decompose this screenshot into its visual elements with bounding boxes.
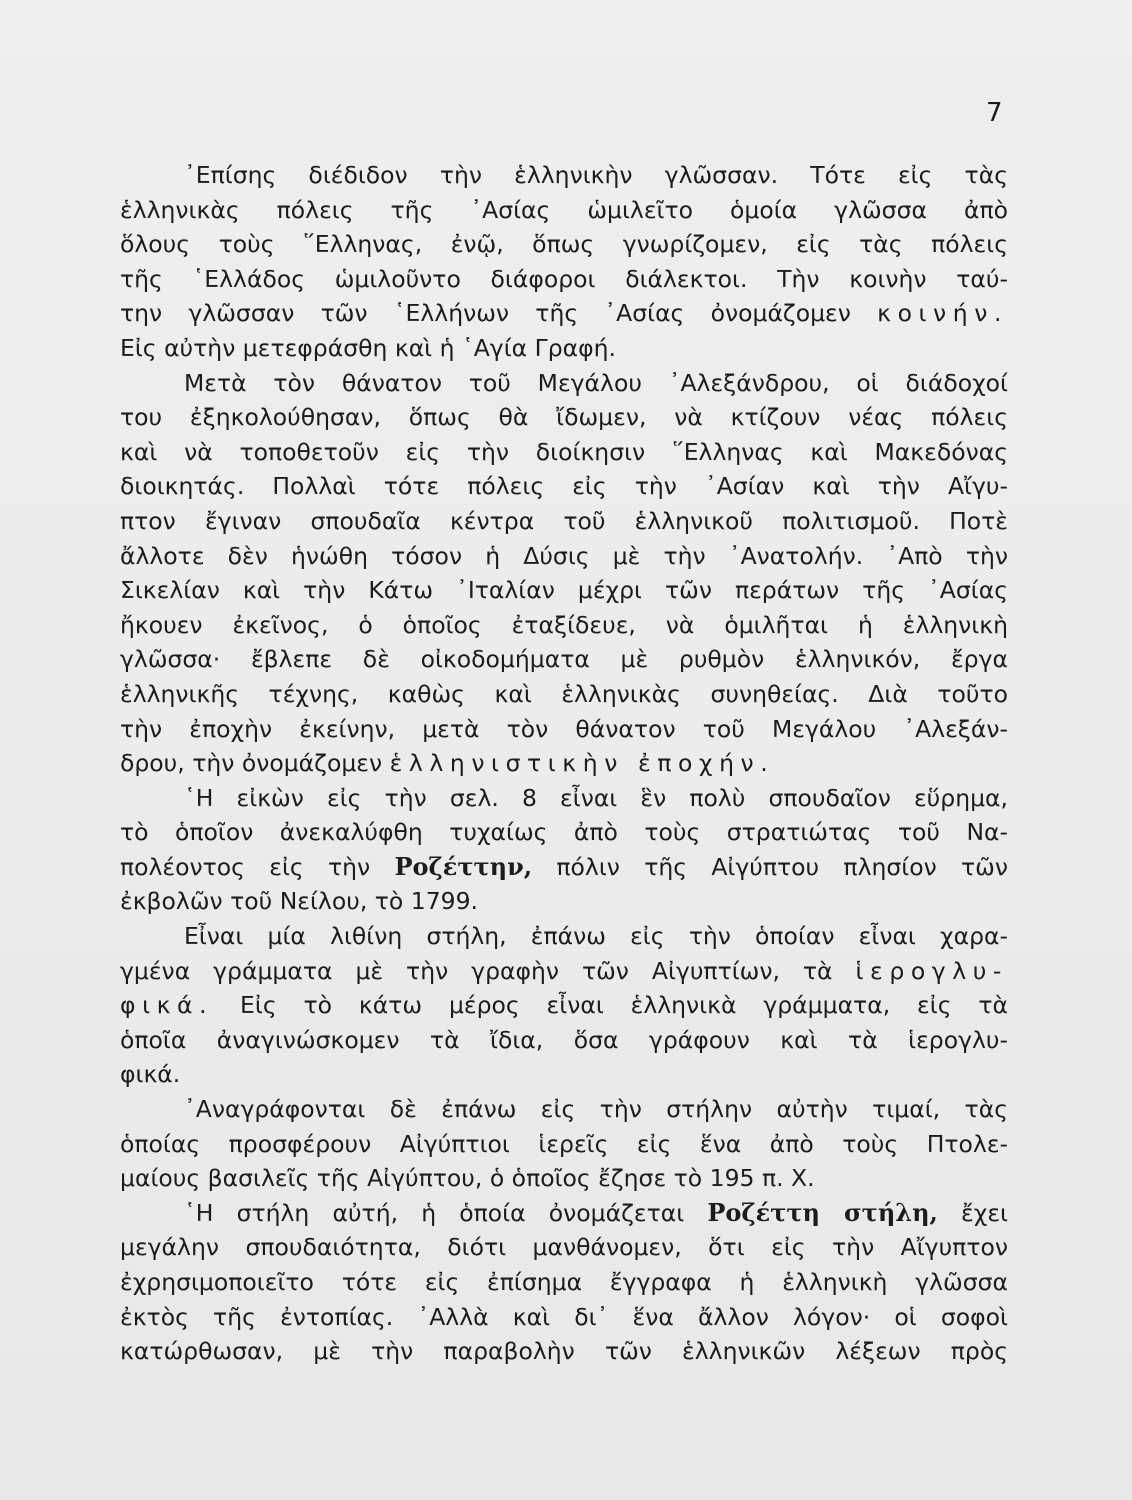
spaced-term: ἑλληνιστικὴν ἐποχήν.: [389, 749, 775, 778]
text-line: [120, 1265, 1008, 1300]
bold-term: Ροζέττην,: [394, 851, 533, 881]
text-segment: γμένα γράμματα μὲ τὴν γραφὴν τῶν Αἰγυπτίων, τὰ: [120, 956, 856, 985]
text-segment: ὅλους τοὺς ῞Ελληνας, ἐνῷ, ὅπως γνωρίζομεν, εἰς τὰς πόλεις: [120, 230, 1008, 259]
text-segment: τὴν ἐποχὴν ἐκείνην, μετὰ τὸν θάνατον τοῦ Μεγάλου ᾿Αλεξάν-: [120, 714, 1008, 743]
text-line: [120, 746, 1008, 781]
text-segment: κατώρθωσαν, μὲ τὴν παραβολὴν τῶν ἑλληνικῶν λέξεων πρὸς: [120, 1337, 1008, 1366]
text-line: [120, 193, 1008, 228]
text-segment: καὶ νὰ τοποθετοῦν εἰς τὴν διοίκησιν ῞Ελληνας καὶ Μακεδόνας: [120, 437, 1008, 466]
text-line: [120, 1230, 1008, 1265]
text-line: [120, 712, 1008, 747]
text-segment: ῾Η στήλη αὐτή, ἡ ὁποία ὀνομάζεται: [184, 1198, 708, 1227]
text-line: [120, 1300, 1008, 1335]
spaced-term: κοινήν.: [877, 299, 1008, 328]
text-segment: ἐχρησιμοποιεῖτο τότε εἰς ἐπίσημα ἔγγραφα ἡ ἑλληνικὴ γλῶσσα: [120, 1268, 1008, 1296]
text-segment: ἐκβολῶν τοῦ Νείλου, τὸ 1799.: [120, 887, 479, 916]
text-line: [120, 988, 1008, 1023]
text-line: [120, 1196, 1008, 1231]
text-segment: ὁποίας προσφέρουν Αἰγύπτιοι ἱερεῖς εἰς ἕνα ἀπὸ τοὺς Πτολε-: [120, 1129, 1008, 1158]
text-segment: ἔχει: [937, 1198, 1008, 1227]
text-segment: πτον ἔγιναν σπουδαῖα κέντρα τοῦ ἑλληνικοῦ πολιτισμοῦ. Ποτὲ: [120, 506, 1008, 535]
text-segment: πολέοντος εἰς τὴν: [120, 852, 395, 881]
text-line: [120, 1127, 1008, 1162]
spaced-term: ἱερογλυ-: [855, 956, 1008, 985]
text-segment: τὸ ὁποῖον ἀνεκαλύφθη τυχαίως ἀπὸ τοὺς στρατιώτας τοῦ Να-: [120, 818, 1008, 847]
text-line: [120, 435, 1008, 470]
text-segment: ἑλληνικὰς πόλεις τῆς ᾿Ασίας ὡμιλεῖτο ὁμοία γλῶσσα ἀπὸ: [120, 195, 1008, 224]
text-line: [120, 919, 1008, 954]
text-line: [120, 504, 1008, 539]
text-line: [120, 1161, 1008, 1196]
text-segment: ᾿Αναγράφονται δὲ ἐπάνω εἰς τὴν στήλην αὐτὴν τιμαί, τὰς: [184, 1095, 1008, 1124]
text-line: [120, 850, 1008, 885]
text-line: [120, 539, 1008, 574]
text-line: [120, 573, 1008, 608]
text-segment: Μετὰ τὸν θάνατον τοῦ Μεγάλου ᾿Αλεξάνδρου, οἱ διάδοχοί: [184, 368, 1008, 397]
text-line: [120, 1023, 1008, 1058]
text-segment: γλῶσσα· ἔβλεπε δὲ οἰκοδομήματα μὲ ρυθμὸν ἑλληνικόν, ἔργα: [120, 645, 1008, 674]
text-segment: Εἶναι μία λιθίνη στήλη, ἐπάνω εἰς τὴν ὁποίαν εἶναι χαρα-: [184, 922, 1008, 951]
spaced-term: φικά.: [120, 991, 214, 1020]
text-line: [120, 469, 1008, 504]
text-line: [120, 331, 1008, 366]
text-line: [120, 781, 1008, 816]
text-line: [120, 608, 1008, 643]
text-line: [120, 815, 1008, 850]
text-line: [120, 954, 1008, 989]
text-segment: πόλιν τῆς Αἰγύπτου πλησίον τῶν: [532, 852, 1008, 881]
text-segment: Σικελίαν καὶ τὴν Κάτω ᾿Ιταλίαν μέχρι τῶν περάτων τῆς ᾿Ασίας: [120, 576, 1008, 605]
text-segment: Εἰς τὸ κάτω μέρος εἶναι ἑλληνικὰ γράμματα, εἰς τὰ: [213, 991, 1008, 1020]
body-text: [120, 158, 1008, 1369]
text-line: [120, 366, 1008, 401]
bold-term: Ροζέττη στήλη,: [707, 1197, 938, 1227]
text-line: [120, 642, 1008, 677]
text-segment: μεγάλην σπουδαιότητα, διότι μανθάνομεν, ὅτι εἰς τὴν Αἴγυπτον: [120, 1233, 1008, 1262]
page-number: 7: [986, 98, 1004, 128]
text-line: [120, 884, 1008, 919]
text-line: [120, 400, 1008, 435]
text-segment: του ἐξηκολούθησαν, ὅπως θὰ ἴδωμεν, νὰ κτίζουν νέας πόλεις: [120, 403, 1008, 432]
text-line: [120, 262, 1008, 297]
text-segment: ἄλλοτε δὲν ἡνώθη τόσον ἡ Δύσις μὲ τὴν ᾿Ανατολήν. ᾿Απὸ τὴν: [120, 541, 1008, 570]
text-segment: φικά.: [120, 1060, 181, 1089]
text-segment: ἐκτὸς τῆς ἐντοπίας. ᾿Αλλὰ καὶ δι᾿ ἕνα ἄλλον λόγον· οἱ σοφοὶ: [120, 1302, 1008, 1331]
text-segment: ᾿Επίσης διέδιδον τὴν ἑλληνικὴν γλῶσσαν. Τότε εἰς τὰς: [184, 161, 1008, 189]
text-line: [120, 158, 1008, 193]
text-segment: ῾Η εἰκὼν εἰς τὴν σελ. 8 εἶναι ἓν πολὺ σπουδαῖον εὕρημα,: [184, 783, 1008, 812]
text-segment: ἤκουεν ἐκεῖνος, ὁ ὁποῖος ἐταξίδευε, νὰ ὁμιλῆται ἡ ἑλληνικὴ: [120, 610, 1008, 639]
text-line: [120, 296, 1008, 331]
text-segment: δρου, τὴν ὀνομάζομεν: [120, 749, 390, 778]
text-segment: την γλῶσσαν τῶν ῾Ελλήνων τῆς ᾿Ασίας ὀνομάζομεν: [120, 299, 878, 328]
text-segment: μαίους βασιλεῖς τῆς Αἰγύπτου, ὁ ὁποῖος ἔζησε τὸ 195 π. Χ.: [120, 1164, 815, 1193]
text-segment: τῆς ῾Ελλάδος ὡμιλοῦντο διάφοροι διάλεκτοι. Τὴν κοινὴν ταύ-: [120, 264, 1008, 293]
text-segment: ἑλληνικῆς τέχνης, καθὼς καὶ ἑλληνικὰς συνηθείας. Διὰ τοῦτο: [120, 679, 1008, 708]
text-line: [120, 1057, 1008, 1092]
text-line: [120, 677, 1008, 712]
text-segment: διοικητάς. Πολλαὶ τότε πόλεις εἰς τὴν ᾿Ασίαν καὶ τὴν Αἴγυ-: [120, 472, 1008, 501]
text-segment: Εἰς αὐτὴν μετεφράσθη καὶ ἡ ῾Αγία Γραφή.: [120, 333, 616, 362]
text-segment: ὁποῖα ἀναγινώσκομεν τὰ ἴδια, ὅσα γράφουν καὶ τὰ ἱερογλυ-: [120, 1025, 1008, 1054]
text-line: [120, 227, 1008, 262]
text-line: [120, 1092, 1008, 1127]
text-line: [120, 1334, 1008, 1369]
